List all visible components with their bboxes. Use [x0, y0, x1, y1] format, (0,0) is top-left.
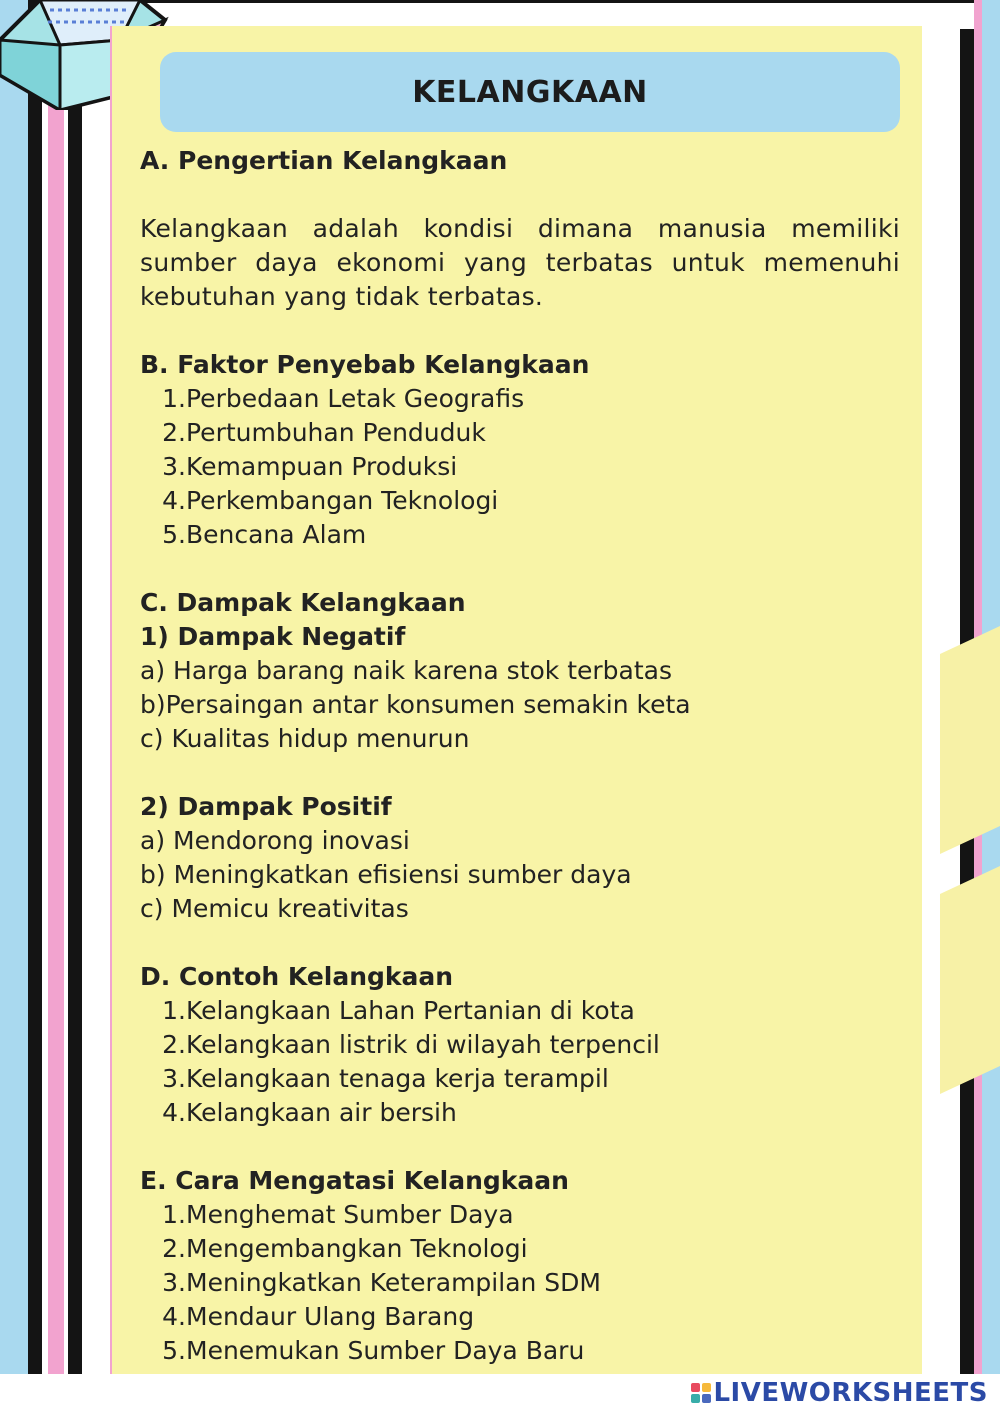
- list-item: c) Kualitas hidup menurun: [140, 724, 470, 753]
- decorative-shape: [940, 626, 1000, 854]
- section-heading: B. Faktor Penyebab Kelangkaan: [140, 350, 590, 379]
- list-item: a) Harga barang naik karena stok terbatas: [140, 656, 673, 685]
- list-item: 5. Bencana Alam: [162, 520, 367, 549]
- list-item: 2. Pertumbuhan Penduduk: [162, 418, 486, 447]
- watermark-text: LIVEWORKSHEETS: [713, 1378, 988, 1408]
- page-title: KELANGKAAN: [412, 74, 648, 110]
- frame-stripe: [68, 0, 82, 1374]
- subsection-heading: 1) Dampak Negatif: [140, 622, 406, 651]
- section-heading: A. Pengertian Kelangkaan: [140, 146, 508, 175]
- list-item: a) Mendorong inovasi: [140, 826, 410, 855]
- definition-paragraph: Kelangkaan adalah kondisi dimana manusia memiliki sumber daya ekonomi yang terbatas untuk memenuhi kebutuhan yang tidak terbatas.: [140, 214, 900, 311]
- title-banner: [160, 52, 900, 132]
- list-item: 4. Perkembangan Teknologi: [162, 486, 499, 515]
- list-item: 3. Kelangkaan tenaga kerja terampil: [162, 1064, 609, 1093]
- section-heading: D. Contoh Kelangkaan: [140, 962, 454, 991]
- list-item: 1. Menghemat Sumber Daya: [162, 1200, 514, 1229]
- frame-stripe: [28, 0, 42, 1374]
- frame-top-bar: [100, 0, 974, 29]
- list-item: b) Meningkatkan efisiensi sumber daya: [140, 860, 632, 889]
- list-item: 2. Kelangkaan listrik di wilayah terpencil: [162, 1030, 660, 1059]
- list-item: 4. Mendaur Ulang Barang: [162, 1302, 475, 1331]
- list-item: 1. Kelangkaan Lahan Pertanian di kota: [162, 996, 635, 1025]
- section-heading: C. Dampak Kelangkaan: [140, 588, 466, 617]
- decorative-shape: [940, 866, 1000, 1094]
- list-item: 3. Meningkatkan Keterampilan SDM: [162, 1268, 601, 1297]
- liveworksheets-logo-icon: [691, 1383, 711, 1403]
- list-item: 2. Mengembangkan Teknologi: [162, 1234, 528, 1263]
- list-item: 3. Kemampuan Produksi: [162, 452, 458, 481]
- worksheet-content: [140, 144, 900, 1368]
- liveworksheets-watermark[interactable]: [691, 1378, 988, 1408]
- frame-stripe: [48, 0, 64, 1374]
- list-item: c) Memicu kreativitas: [140, 894, 409, 923]
- subsection-heading: 2) Dampak Positif: [140, 792, 392, 821]
- list-item: b)Persaingan antar konsumen semakin keta: [140, 690, 691, 719]
- list-item: 4. Kelangkaan air bersih: [162, 1098, 457, 1127]
- section-heading: E. Cara Mengatasi Kelangkaan: [140, 1166, 569, 1195]
- list-item: 5. Menemukan Sumber Daya Baru: [162, 1336, 585, 1365]
- worksheet-paper: [110, 26, 922, 1376]
- frame-stripe: [82, 0, 110, 1374]
- list-item: 1. Perbedaan Letak Geografis: [162, 384, 525, 413]
